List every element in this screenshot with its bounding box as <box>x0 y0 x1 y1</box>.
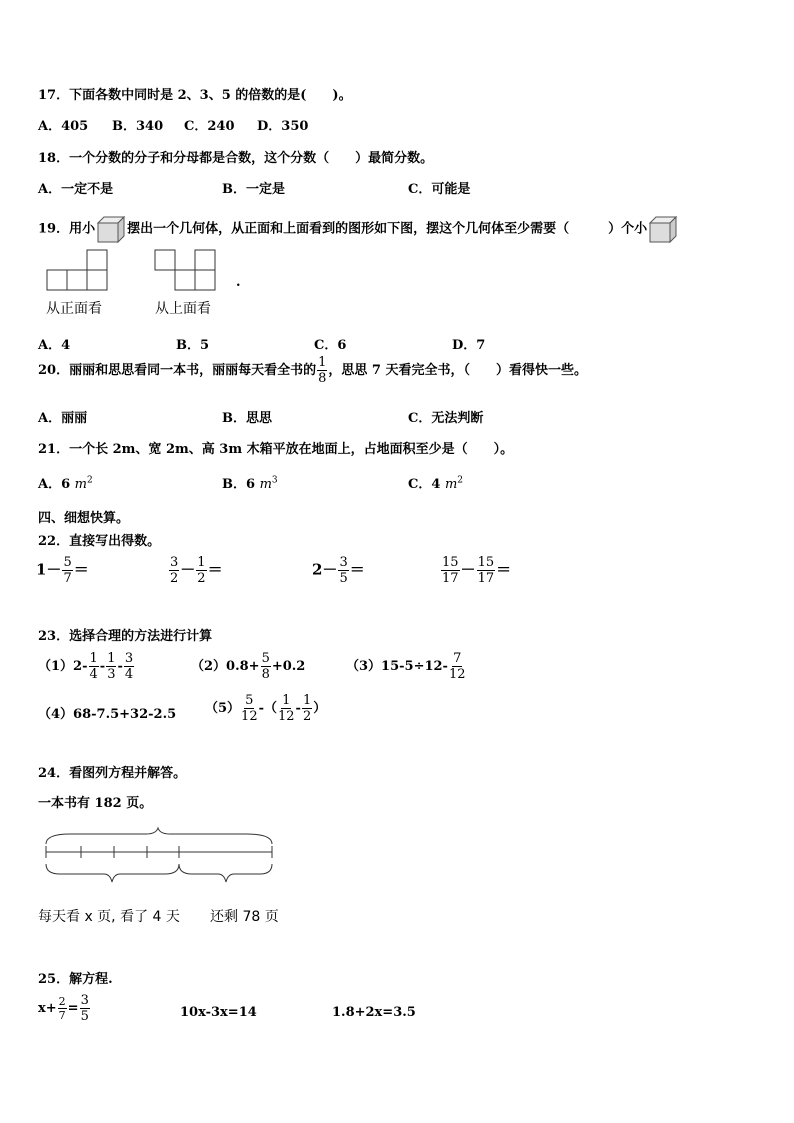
q23-p3-d: 12 <box>448 667 466 682</box>
q25-eq-2: 10x-3x=14 <box>180 1005 257 1020</box>
q23-p3-n: 7 <box>453 651 462 666</box>
q19-option-d: D．7 <box>452 338 486 353</box>
q25-e1-n1: 2 <box>58 995 66 1008</box>
q23-p5-n1: 5 <box>245 693 254 708</box>
q23-p5-n2: 1 <box>282 693 291 708</box>
q25-e1-d2: 5 <box>80 1009 89 1024</box>
q22-e3-eq: ＝ <box>349 560 365 579</box>
q21-option-c-unit: m <box>444 477 458 492</box>
q20-frac-num: 1 <box>318 355 327 370</box>
q23-p1-n2: 1 <box>107 651 116 666</box>
q23-p5-close: ） <box>313 701 327 716</box>
top-view-figure <box>154 248 220 294</box>
q23-p3-label: （3）15-5÷12- <box>346 659 448 674</box>
q22-e3-a: 2－ <box>312 560 338 579</box>
q22-e2-den1: 2 <box>170 571 179 586</box>
q22-stem: 22．直接写出得数。 <box>38 534 161 549</box>
q20-stem-a: 20．丽丽和思思看同一本书，丽丽每天看全书的 <box>38 363 317 378</box>
q22-e2-eq: ＝ <box>207 560 223 579</box>
q23-p1-d1: 4 <box>89 667 98 682</box>
q25-e1-eq: = <box>67 1001 79 1016</box>
q23-p1-n3: 3 <box>124 651 134 666</box>
q22-expr-4 <box>440 556 511 585</box>
q22-e4-op: － <box>460 560 476 579</box>
q19-stem-b: 摆出一个几何体，从正面和上面看到的图形如下图，摆这个几何体至少需要（ ）个小 <box>127 221 648 237</box>
q18-option-a: A．一定不是 <box>38 182 114 197</box>
q22-e4-eq: ＝ <box>496 560 512 579</box>
q20-stem <box>38 356 587 385</box>
q18-option-b: B．一定是 <box>222 182 285 197</box>
q17-option-d: D．350 <box>257 119 309 134</box>
q23-p5-d3: 2 <box>302 709 312 724</box>
top-view-label: 从上面看 <box>155 301 211 317</box>
q22-e2-den2: 2 <box>197 571 206 586</box>
q19-option-b: B．5 <box>176 338 210 353</box>
q22-e4-num1: 15 <box>442 555 459 570</box>
q21-option-b-exp: 3 <box>271 475 278 486</box>
q19-stem-a: 19．用小 <box>38 221 96 237</box>
q21-stem: 21．一个长 2m、宽 2m、高 3m 木箱平放在地面上，占地面积至少是（ ）。 <box>38 442 514 457</box>
q25-eq-3: 1.8+2x=3.5 <box>332 1005 416 1020</box>
small-cube-icon <box>648 214 678 244</box>
segment-diagram <box>40 826 280 888</box>
q22-e3-num: 3 <box>339 555 348 570</box>
q23-part-1 <box>38 652 135 681</box>
q23-p2-d: 8 <box>261 667 270 682</box>
front-view-label: 从正面看 <box>46 301 102 317</box>
q22-e1-num: 5 <box>63 555 72 570</box>
q22-e1-den: 7 <box>63 571 72 586</box>
q22-e1-a: 1－ <box>36 560 62 579</box>
q21-option-c-label: C．4 <box>408 477 441 492</box>
q21-option-a <box>38 473 93 492</box>
q18-option-c: C．可能是 <box>408 182 471 197</box>
q22-e4-den1: 17 <box>442 571 459 586</box>
q23-p1-op2: - <box>117 659 123 674</box>
q22-e4-den2: 17 <box>477 571 495 586</box>
q25-eq-1 <box>38 994 91 1023</box>
q23-p1-d3: 4 <box>124 667 134 682</box>
small-cube-icon <box>96 214 126 244</box>
q21-option-b-unit: m <box>259 477 272 492</box>
q20-option-c: C．无法判断 <box>408 411 484 426</box>
q20-option-b: B．思思 <box>222 411 272 426</box>
q22-e2-num1: 3 <box>170 555 179 570</box>
q19-option-a: A．4 <box>38 338 71 353</box>
q25-stem: 25．解方程. <box>38 972 113 987</box>
q19-stem <box>38 214 678 244</box>
q23-part-2 <box>191 652 305 681</box>
q17-option-a: A．405 <box>38 119 89 134</box>
q23-stem: 23．选择合理的方法进行计算 <box>38 629 213 644</box>
q23-part-5 <box>205 694 326 723</box>
q23-p1-n1: 1 <box>89 651 98 666</box>
q21-option-c-exp: 2 <box>457 475 463 486</box>
q21-option-a-label: A．6 <box>38 477 71 492</box>
q17-stem: 17．下面各数中同时是 2、3、5 的倍数的是( )。 <box>38 88 352 103</box>
q25-e1-n2: 3 <box>80 993 89 1008</box>
q23-p2-tail: +0.2 <box>271 659 306 674</box>
q22-expr-3 <box>312 556 365 585</box>
q22-e4-num2: 15 <box>477 555 495 570</box>
q22-e1-eq: ＝ <box>73 560 89 579</box>
q23-p1-d2: 3 <box>107 667 116 682</box>
q22-e2-op: － <box>180 560 196 579</box>
q21-option-a-exp: 2 <box>87 475 93 486</box>
q22-expr-1 <box>36 556 89 585</box>
q23-part-3 <box>346 652 467 681</box>
q24-line: 一本书有 182 页。 <box>38 796 153 811</box>
q21-option-c <box>408 473 463 492</box>
q25-e1-a: x+ <box>38 1001 57 1016</box>
q23-p5-op: -（ <box>258 701 277 716</box>
q22-e3-den: 5 <box>339 571 348 586</box>
q20-stem-b: ，思思 7 天看完全书，（ ）看得快一些。 <box>328 363 587 378</box>
q17-option-c: C．240 <box>184 119 235 134</box>
q23-p5-d1: 12 <box>241 709 258 724</box>
q24-label-right: 还剩 78 页 <box>210 909 279 925</box>
q19-option-c: C．6 <box>314 338 347 353</box>
q23-p2-label: （2）0.8+ <box>191 659 260 674</box>
q23-p1-label: （1）2- <box>38 659 88 674</box>
q24-label-left: 每天看 x 页, 看了 4 天 <box>38 909 180 925</box>
q20-option-a: A．丽丽 <box>38 411 88 426</box>
q17-option-b: B．340 <box>112 119 164 134</box>
q23-p5-d2: 12 <box>278 709 295 724</box>
q23-p5-label: （5） <box>205 701 241 716</box>
q21-option-a-unit: m <box>74 477 87 492</box>
q23-p5-op2: - <box>295 701 301 716</box>
q18-stem: 18．一个分数的分子和分母都是合数，这个分数（ ）最简分数。 <box>38 151 434 166</box>
q23-p5-n3: 1 <box>302 693 312 708</box>
q23-part-4: （4）68-7.5+32-2.5 <box>38 707 177 722</box>
front-view-figure <box>46 248 112 294</box>
q21-option-b <box>222 473 278 492</box>
q21-option-b-label: B．6 <box>222 477 256 492</box>
q23-p1-op1: - <box>99 659 106 674</box>
q25-e1-d1: 7 <box>58 1009 66 1022</box>
q22-expr-2 <box>168 556 223 585</box>
section-heading: 四、细想快算。 <box>38 511 130 526</box>
q19-dot: . <box>236 275 241 290</box>
q24-stem: 24．看图列方程并解答。 <box>38 766 187 781</box>
q20-frac-den: 8 <box>318 371 327 386</box>
q23-p2-n: 5 <box>261 651 270 666</box>
q22-e2-num2: 1 <box>197 555 206 570</box>
